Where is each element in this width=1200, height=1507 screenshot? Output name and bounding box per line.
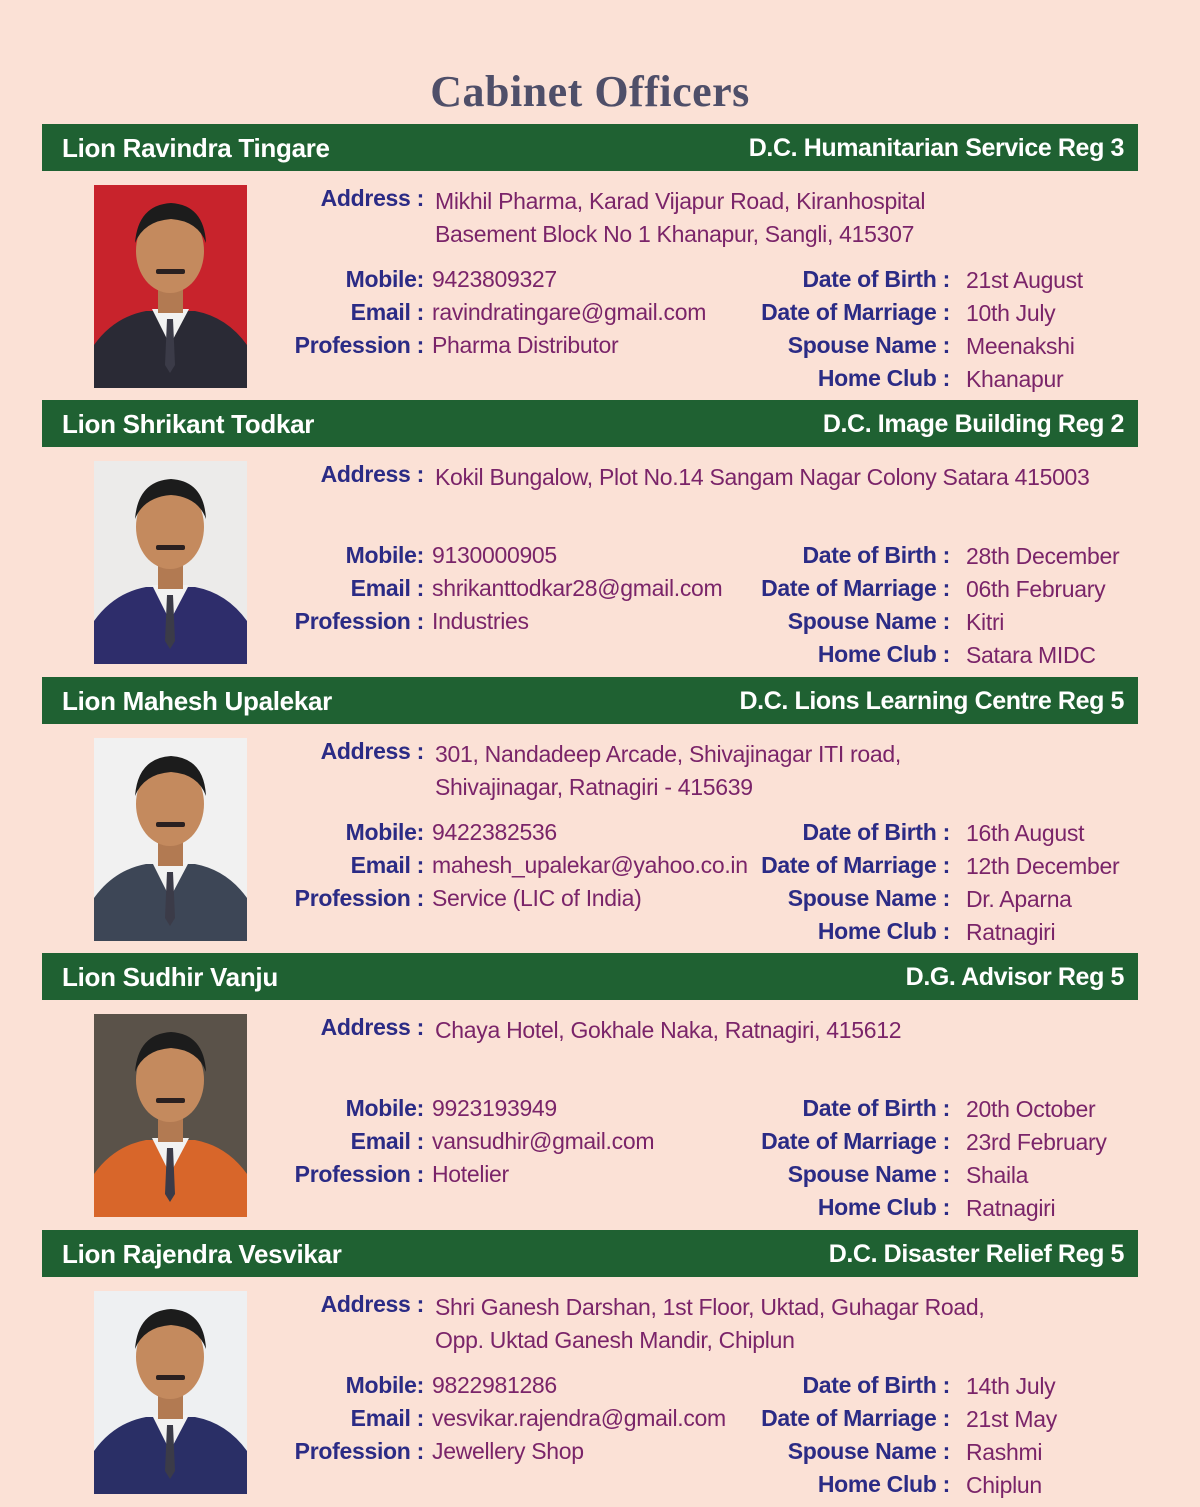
club-label: Home Club : [817,918,950,944]
dom-label: Date of Marriage : [761,852,950,878]
club-label: Home Club : [817,1471,950,1497]
officer-role: D.C. Disaster Relief Reg 5 [828,1240,1124,1268]
address-line-1: 301, Nandadeep Arcade, Shivajinagar ITI road, [435,741,901,767]
officer-name: Lion Ravindra Tingare [62,133,330,163]
profession-label: Profession : [294,1161,424,1187]
email-label: Email : [350,852,424,878]
home-club-value: Ratnagiri [966,919,1056,945]
officer-photo [94,185,247,388]
officer-card [0,400,1200,677]
portrait-silhouette [94,1014,247,1217]
officer-card [0,1230,1200,1507]
officer-name: Lion Shrikant Todkar [62,409,315,439]
home-club-value: Chiplun [966,1472,1042,1498]
portrait-silhouette [94,185,247,388]
dob-label: Date of Birth : [802,819,950,845]
officer-card [0,677,1200,954]
email-value: ravindratingare@gmail.com [432,299,707,325]
profession-label: Profession : [294,1438,424,1464]
dom-label: Date of Marriage : [761,299,950,325]
officer-role: D.C. Image Building Reg 2 [822,410,1124,438]
address-label: Address : [320,1291,424,1317]
email-value: shrikanttodkar28@gmail.com [432,575,723,601]
officer-photo [94,1291,247,1494]
address-line-2: Opp. Uktad Ganesh Mandir, Chiplun [435,1327,795,1353]
dob-label: Date of Birth : [802,1095,950,1121]
spouse-value: Kitri [966,609,1005,635]
profession-label: Profession : [294,332,424,358]
mobile-value: 9423809327 [432,266,557,292]
officer-name: Lion Mahesh Upalekar [62,686,332,716]
club-label: Home Club : [817,641,950,667]
portrait-silhouette [94,1291,247,1494]
dom-value: 21st May [966,1406,1057,1432]
address-line-1: Kokil Bungalow, Plot No.14 Sangam Nagar Colony Satara 415003 [435,464,1090,490]
mobile-label: Mobile: [345,266,424,292]
dob-label: Date of Birth : [802,1372,950,1398]
profession-value: Pharma Distributor [432,332,619,358]
profession-label: Profession : [294,885,424,911]
profession-value: Hotelier [432,1161,509,1187]
mobile-label: Mobile: [345,1095,424,1121]
dob-label: Date of Birth : [802,266,950,292]
mobile-value: 9923193949 [432,1095,557,1121]
address-line-1: Chaya Hotel, Gokhale Naka, Ratnagiri, 415612 [435,1017,902,1043]
dom-label: Date of Marriage : [761,1405,950,1431]
email-label: Email : [350,575,424,601]
officer-header [42,400,1138,447]
dom-value: 06th February [966,576,1106,602]
address-label: Address : [320,185,424,211]
dob-label: Date of Birth : [802,542,950,568]
email-label: Email : [350,1405,424,1431]
spouse-label: Spouse Name : [787,885,950,911]
home-club-value: Khanapur [966,366,1064,392]
officer-photo [94,461,247,664]
spouse-label: Spouse Name : [787,332,950,358]
portrait-silhouette [94,738,247,941]
officer-role: D.G. Advisor Reg 5 [905,963,1124,991]
mobile-value: 9822981286 [432,1372,557,1398]
mobile-label: Mobile: [345,819,424,845]
officer-role: D.C. Lions Learning Centre Reg 5 [739,687,1124,715]
officer-card [0,124,1200,401]
portrait-silhouette [94,461,247,664]
home-club-value: Satara MIDC [966,642,1096,668]
dob-value: 20th October [966,1096,1096,1122]
mobile-value: 9130000905 [432,542,557,568]
profession-value: Jewellery Shop [432,1438,584,1464]
officer-photo [94,738,247,941]
address-label: Address : [320,1014,424,1040]
email-label: Email : [350,1128,424,1154]
address-label: Address : [320,738,424,764]
officer-card [0,953,1200,1230]
address-line-1: Shri Ganesh Darshan, 1st Floor, Uktad, Guhagar Road, [435,1294,985,1320]
email-label: Email : [350,299,424,325]
club-label: Home Club : [817,365,950,391]
dom-label: Date of Marriage : [761,1128,950,1154]
dom-value: 10th July [966,300,1056,326]
email-value: vansudhir@gmail.com [432,1128,655,1154]
club-label: Home Club : [817,1194,950,1220]
address-label: Address : [320,461,424,487]
dom-value: 23rd February [966,1129,1107,1155]
dom-value: 12th December [966,853,1120,879]
officer-role: D.C. Humanitarian Service Reg 3 [748,134,1124,162]
email-value: vesvikar.rajendra@gmail.com [432,1405,726,1431]
dob-value: 28th December [966,543,1120,569]
dob-value: 16th August [966,820,1085,846]
spouse-value: Meenakshi [966,333,1075,359]
officer-photo [94,1014,247,1217]
spouse-value: Shaila [966,1162,1029,1188]
spouse-value: Dr. Aparna [966,886,1072,912]
profession-label: Profession : [294,608,424,634]
officer-header [42,124,1138,171]
mobile-label: Mobile: [345,1372,424,1398]
officer-header [42,953,1138,1000]
email-value: mahesh_upalekar@yahoo.co.in [432,852,748,878]
spouse-value: Rashmi [966,1439,1043,1465]
mobile-value: 9422382536 [432,819,557,845]
spouse-label: Spouse Name : [787,608,950,634]
page-title: Cabinet Officers [430,67,750,116]
officer-name: Lion Rajendra Vesvikar [62,1239,342,1269]
home-club-value: Ratnagiri [966,1195,1056,1221]
dom-label: Date of Marriage : [761,575,950,601]
address-line-1: Mikhil Pharma, Karad Vijapur Road, Kiranhospital [435,188,926,214]
address-line-2: Basement Block No 1 Khanapur, Sangli, 415307 [435,221,915,247]
dob-value: 14th July [966,1373,1056,1399]
officer-name: Lion Sudhir Vanju [62,962,278,992]
profession-value: Service (LIC of India) [432,885,642,911]
profession-value: Industries [432,608,529,634]
dob-value: 21st August [966,267,1083,293]
officer-header [42,1230,1138,1277]
mobile-label: Mobile: [345,542,424,568]
spouse-label: Spouse Name : [787,1438,950,1464]
officer-header [42,677,1138,724]
address-line-2: Shivajinagar, Ratnagiri - 415639 [435,774,753,800]
spouse-label: Spouse Name : [787,1161,950,1187]
